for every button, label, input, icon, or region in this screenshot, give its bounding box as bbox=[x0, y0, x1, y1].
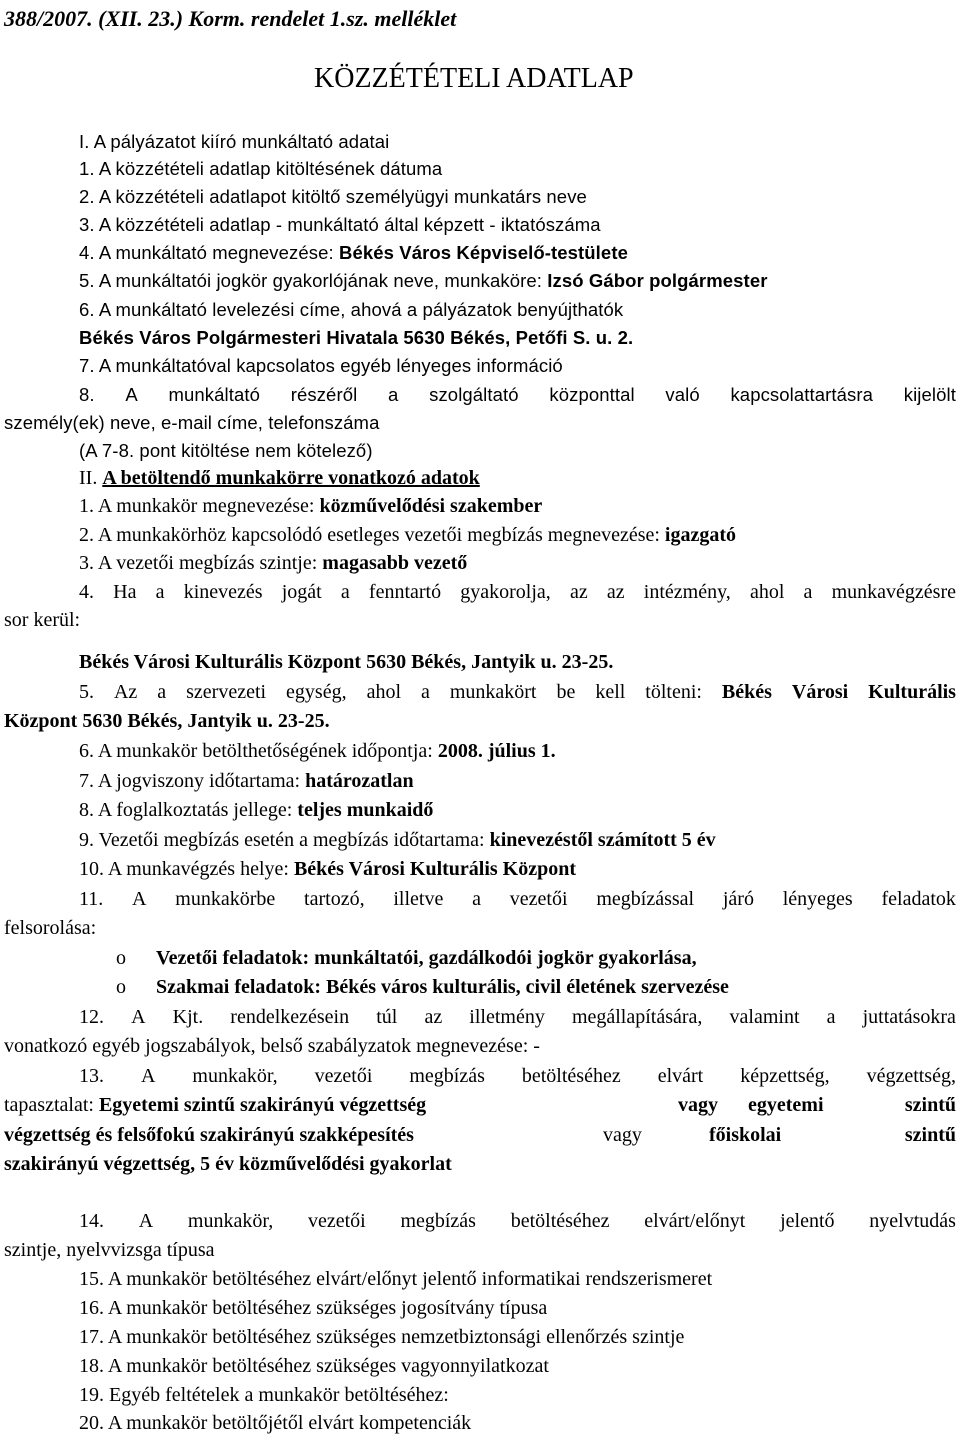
word: egység, bbox=[286, 681, 347, 703]
s2-item6-value: 2008. július 1. bbox=[437, 740, 556, 762]
word: munkakör, bbox=[192, 1065, 278, 1087]
s2-item10 bbox=[79, 857, 960, 882]
word: megbízás bbox=[400, 1210, 476, 1232]
section2-heading bbox=[79, 466, 960, 491]
s2-item5-line1 bbox=[79, 680, 956, 705]
word: lényeges bbox=[782, 888, 853, 910]
word: a bbox=[420, 681, 430, 703]
word: ahol bbox=[749, 581, 785, 603]
word: szolgáltató bbox=[429, 384, 519, 405]
word: vezetői bbox=[307, 1210, 366, 1232]
word: munkáltató bbox=[168, 384, 260, 405]
s2-item3-value: magasabb vezető bbox=[322, 552, 468, 574]
s2-item1-value: közművelődési szakember bbox=[319, 495, 543, 517]
s1-item4 bbox=[79, 240, 960, 265]
word: a bbox=[155, 581, 165, 603]
s2-item10-label: 10. A munkavégzés helye: bbox=[79, 858, 294, 880]
word: megbízás bbox=[409, 1065, 485, 1087]
document-title: KÖZZÉTÉTELI ADATLAP bbox=[314, 63, 634, 94]
word: elvárt bbox=[657, 1065, 704, 1087]
word: tartozó, bbox=[304, 888, 365, 910]
word: vezetői bbox=[509, 888, 568, 910]
word: 8. bbox=[79, 384, 95, 405]
s2-item18: 18. A munkakör betöltéséhez szükséges vagyonnyilatkozat bbox=[79, 1355, 549, 1377]
word: a bbox=[826, 1006, 836, 1028]
line-lead: tapasztalat: bbox=[4, 1094, 99, 1116]
word: végzettség, bbox=[866, 1065, 956, 1087]
word: vezetői bbox=[314, 1065, 373, 1087]
word: szervezeti bbox=[186, 681, 267, 703]
word: munkakör, bbox=[187, 1210, 274, 1232]
word: nyelvtudás bbox=[869, 1210, 956, 1232]
word: való bbox=[665, 384, 700, 405]
bullet-glyph: o bbox=[116, 976, 126, 998]
s2-item4-line2: sor kerül: bbox=[4, 609, 81, 631]
qualification-1: Egyetemi szintű szakirányú végzettség bbox=[98, 1094, 427, 1116]
word: kell bbox=[595, 681, 626, 703]
s2-item19: 19. Egyéb feltételek a munkakör betöltéséhez: bbox=[79, 1384, 449, 1406]
word: betöltéséhez bbox=[521, 1065, 621, 1087]
section1-heading: I. A pályázatot kiíró munkáltató adatai bbox=[79, 131, 390, 152]
s2-item17: 17. A munkakör betöltéséhez szükséges nemzetbiztonsági ellenőrzés szintje bbox=[79, 1326, 685, 1348]
s2-item13-line1 bbox=[79, 1064, 956, 1089]
section2-number: II. bbox=[79, 467, 103, 489]
word: a bbox=[472, 888, 482, 910]
word: szintű bbox=[904, 1094, 956, 1116]
s2-item4-value: Békés Városi Kulturális Központ 5630 Békés, Jantyik u. 23-25. bbox=[79, 651, 614, 673]
section2-title: A betöltendő munkakörre vonatkozó adatok bbox=[102, 467, 480, 489]
word: megbízással bbox=[596, 888, 695, 910]
word: fenntartó bbox=[368, 581, 442, 603]
s1-item3: 3. A közzétételi adatlap - munkáltató által képzett - iktatószáma bbox=[79, 214, 601, 235]
word: a bbox=[388, 384, 399, 405]
word: tölteni: bbox=[645, 681, 702, 703]
word: jogát bbox=[281, 581, 322, 603]
word: a bbox=[803, 581, 813, 603]
word: A bbox=[140, 1065, 156, 1087]
s2-item8 bbox=[79, 798, 960, 823]
word: munkavégzésre bbox=[831, 581, 956, 603]
word: 14. bbox=[79, 1210, 104, 1232]
word: illetve bbox=[393, 888, 444, 910]
word: be bbox=[556, 681, 576, 703]
s1-item7: 7. A munkáltatóval kapcsolatos egyéb lényeges információ bbox=[79, 355, 563, 376]
s2-item2-value: igazgató bbox=[664, 524, 737, 546]
word: az bbox=[569, 581, 588, 603]
s2-item9-value: kinevezéstől számított 5 év bbox=[489, 829, 716, 851]
s2-item7 bbox=[79, 769, 960, 794]
s2-item11-line1 bbox=[79, 887, 956, 912]
word: A bbox=[125, 384, 138, 405]
s2-item1 bbox=[79, 494, 960, 519]
s2-item14-line2: szintje, nyelvvizsga típusa bbox=[4, 1239, 215, 1261]
word: munkakörbe bbox=[175, 888, 276, 910]
s2-item12-line1 bbox=[79, 1005, 956, 1030]
word: egyetemi bbox=[748, 1094, 824, 1116]
bullet-item-2: Szakmai feladatok: Békés város kulturális, civil életének szervezése bbox=[156, 976, 729, 998]
s2-item8-value: teljes munkaidő bbox=[297, 799, 434, 821]
word: intézmény, bbox=[643, 581, 731, 603]
s1-item5-value: Izsó Gábor polgármester bbox=[547, 270, 768, 291]
s2-item3-label: 3. A vezetői megbízás szintje: bbox=[79, 552, 323, 574]
word: Kjt. bbox=[172, 1006, 204, 1028]
s2-item4-line1 bbox=[79, 580, 956, 605]
word: rendelkezésein bbox=[230, 1006, 350, 1028]
s2-item5-line2: Központ 5630 Békés, Jantyik u. 23-25. bbox=[4, 710, 330, 732]
word: munkakört bbox=[449, 681, 537, 703]
word: feladatok bbox=[881, 888, 956, 910]
word: vagy bbox=[678, 1094, 718, 1116]
word: járó bbox=[722, 888, 754, 910]
bullet-glyph: o bbox=[116, 947, 126, 969]
s2-item13-line2 bbox=[4, 1093, 956, 1118]
word: kapcsolattartásra bbox=[730, 384, 874, 405]
word: részéről bbox=[290, 384, 358, 405]
s1-item6-value: Békés Város Polgármesteri Hivatala 5630 Békés, Petőfi S. u. 2. bbox=[79, 327, 634, 348]
s1-item4-label: 4. A munkáltató megnevezése: bbox=[79, 242, 340, 263]
word: az bbox=[606, 581, 625, 603]
s2-item9-label: 9. Vezetői megbízás esetén a megbízás időtartama: bbox=[79, 829, 490, 851]
s2-item9 bbox=[79, 828, 960, 853]
s2-item6-label: 6. A munkakör betölthetőségének időpontja: bbox=[79, 740, 438, 762]
word: a bbox=[340, 581, 350, 603]
s2-item16: 16. A munkakör betöltéséhez szükséges jogosítvány típusa bbox=[79, 1297, 548, 1319]
s2-item1-label: 1. A munkakör megnevezése: bbox=[79, 495, 320, 517]
s2-item2 bbox=[79, 523, 960, 548]
word: 11. bbox=[79, 888, 104, 910]
word: illetmény bbox=[469, 1006, 545, 1028]
s1-item8-note: (A 7-8. pont kitöltése nem kötelező) bbox=[79, 440, 373, 461]
s2-item2-label: 2. A munkakörhöz kapcsolódó esetleges vezetői megbízás megnevezése: bbox=[79, 524, 665, 546]
word: vagy bbox=[603, 1124, 642, 1146]
word: juttatásokra bbox=[862, 1006, 956, 1028]
s2-item12-line2: vonatkozó egyéb jogszabályok, belső szabályzatok megnevezése: - bbox=[4, 1035, 540, 1057]
bullet-item-1: Vezetői feladatok: munkáltatói, gazdálkodói jogkör gyakorlása, bbox=[156, 947, 697, 969]
word: a bbox=[157, 681, 167, 703]
word: Békés bbox=[721, 681, 772, 703]
word: jelentő bbox=[780, 1210, 835, 1232]
word: ahol bbox=[366, 681, 401, 703]
word: 13. bbox=[79, 1065, 104, 1087]
s2-item7-label: 7. A jogviszony időtartama: bbox=[79, 770, 306, 792]
s2-item3 bbox=[79, 551, 960, 576]
word: Városi bbox=[791, 681, 849, 703]
word: Az bbox=[113, 681, 138, 703]
s2-item11-line2: felsorolása: bbox=[4, 917, 97, 939]
s2-item13-line3 bbox=[4, 1123, 956, 1148]
word: 12. bbox=[79, 1006, 104, 1028]
word: valamint bbox=[729, 1006, 800, 1028]
s2-item10-value: Békés Városi Kulturális Központ bbox=[293, 858, 577, 880]
word: A bbox=[132, 888, 147, 910]
s1-item8-line2: személy(ek) neve, e-mail címe, telefonszáma bbox=[4, 412, 380, 433]
s1-item4-value: Békés Város Képviselő-testülete bbox=[339, 242, 628, 263]
s1-item1: 1. A közzétételi adatlap kitöltésének dátuma bbox=[79, 158, 443, 179]
s1-item2: 2. A közzétételi adatlapot kitöltő személyügyi munkatárs neve bbox=[79, 186, 587, 207]
word: Ha bbox=[113, 581, 137, 603]
s2-item20: 20. A munkakör betöltőjétől elvárt kompetenciák bbox=[79, 1412, 472, 1434]
word: kinevezés bbox=[183, 581, 263, 603]
s2-item15: 15. A munkakör betöltéséhez elvárt/előnyt jelentő informatikai rendszerismeret bbox=[79, 1268, 713, 1290]
word: betöltéséhez bbox=[510, 1210, 610, 1232]
s1-item5-label: 5. A munkáltatói jogkör gyakorlójának neve, munkaköre: bbox=[79, 270, 548, 291]
s2-item8-label: 8. A foglalkoztatás jellege: bbox=[79, 799, 298, 821]
word: Kulturális bbox=[868, 681, 956, 703]
word: túl bbox=[376, 1006, 398, 1028]
word: 5. bbox=[79, 681, 94, 703]
word: az bbox=[424, 1006, 443, 1028]
qualification-2: végzettség és felsőfokú szakirányú szakképesítés bbox=[4, 1124, 414, 1146]
word: központtal bbox=[549, 384, 635, 405]
s1-item5 bbox=[79, 268, 960, 293]
word: 4. bbox=[79, 581, 94, 603]
decree-reference: 388/2007. (XII. 23.) Korm. rendelet 1.sz. melléklet bbox=[4, 6, 457, 31]
word: elvárt/előnyt bbox=[644, 1210, 746, 1232]
s2-item13-line4: szakirányú végzettség, 5 év közművelődési gyakorlat bbox=[4, 1153, 452, 1175]
s2-item14-line1 bbox=[79, 1209, 956, 1234]
word: megállapítására, bbox=[571, 1006, 703, 1028]
word: kijelölt bbox=[903, 384, 956, 405]
word: képzettség, bbox=[740, 1065, 830, 1087]
s2-item6 bbox=[79, 739, 960, 764]
word: főiskolai bbox=[709, 1124, 782, 1146]
s2-item7-value: határozatlan bbox=[305, 770, 414, 792]
s1-item8-line1 bbox=[79, 382, 956, 407]
s1-item6-label: 6. A munkáltató levelezési címe, ahová a pályázatok benyújthatók bbox=[79, 299, 624, 320]
word: A bbox=[138, 1210, 154, 1232]
word: szintű bbox=[904, 1124, 956, 1146]
word: A bbox=[131, 1006, 146, 1028]
word: gyakorolja, bbox=[460, 581, 551, 603]
